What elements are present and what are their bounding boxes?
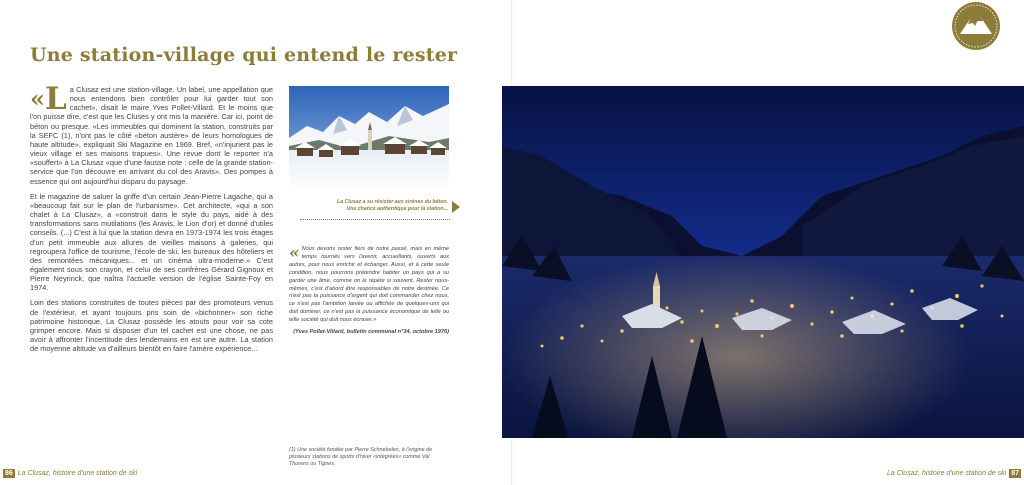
article-body bbox=[30, 81, 273, 359]
article-paragraph-1: «L a Clusaz est une station-village. Un label, une appellation que nous entendons bien contrôler pour lui garder tout son cachet», disait le maire Yves Pollet-Villard. Et le moins que l'on puisse dire, c'est que les Cluses y ont mis la manière. Car ici, point de béton ou presque. «Les immeubles qui dominent la station, construits par la SEFC (1), n'ont pas le côté «béton austère» de leurs homologues de haute altitude», expliquait Ski Magazine en 1969. Bref, «n'injurient pas le vieux village et ses maisons trapues». Une revue dont le reporter n'a «souffert» à La Clusaz «que d'une fausse note : celle de la grande station-service que l'on découvre en arrivant du col des Aravis». Des pompes à essence qui ont aujourd'hui disparu du paysage. bbox=[30, 81, 273, 186]
article-paragraph-2: Et le magazine de saluer la griffe d'un certain Jean-Pierre Lagache, qui a «beaucoup fait sur le plan de l'urbanisme». Cet architecte, «qui a son chalet à La Clusaz», a «construit dans le style du pays, aidé à des transformations sans mutilations (les Aravis, le Lion d'or) et donné d'utiles conseils. (...) C'est à lui que la station devra en 1973-1974 les trois étages d'un petit immeuble aux allures de vieilles maisons à galeries, qui regroupera l'office de tourisme, l'école de ski, les bureaux des hôteliers et des remontées mécaniques... et un cinéma ultra-moderne.» C'est également sous son crayon, et celui de ses confrères Gérard Gignoux et Pierre Neyrinck, que naîtra l'actuelle version de l'église Sainte-Foy en 1974. bbox=[30, 191, 273, 293]
page-title: Une station-village qui entend le rester bbox=[30, 44, 458, 66]
footnote: (1) Une société fondée par Pierre Schnebelen, à l'origine de plusieurs stations de sports d'hiver «intégrées» comme Val Thorens ou Tignes. bbox=[289, 447, 433, 467]
quote-text: Nous devons rester fiers de notre passé, mais en même temps tournés vers l'avenir, accueillants, ouverts aux autres, pour nous enrichir et échanger. Aussi, et à cette seule condition, nous pourrons prétendre habiter un pays qui a su garder une âme, comme on le répète si souvent. Rester nous-mêmes, c'est d'abord être responsables de notre destinée. Ce n'est pas la puissance d'argent qui doit commander chez nous, ce n'est pas l'ambition larvée ou affichée de quelques-uns qui doit dominer, ce n'est pas la puissance économique de telle ou telle société qui doit nous écraser.» bbox=[289, 246, 449, 324]
footer-right-text: La Clusaz, histoire d'une station de ski bbox=[886, 470, 1007, 477]
pull-quote bbox=[289, 243, 449, 336]
caption-divider bbox=[300, 219, 450, 220]
page-number-left: 86 bbox=[5, 470, 13, 477]
arrow-right-icon bbox=[452, 201, 460, 213]
page-number-right: 87 bbox=[1011, 470, 1019, 477]
dropcap: «L bbox=[30, 81, 67, 117]
footer-left-text: La Clusaz, histoire d'une station de ski bbox=[17, 470, 138, 477]
mountain-badge-icon bbox=[951, 1, 1001, 51]
village-daytime-photo bbox=[289, 86, 449, 192]
village-night-photo bbox=[502, 86, 1024, 438]
photo-caption: La Clusaz a su résister aux sirènes du béton. Une chance authentique pour la station... bbox=[337, 199, 448, 212]
article-paragraph-3: Loin des stations construites de toutes pièces par des promoteurs venus de l'extérieur, et ayant toujours pris soin de «bichonner» son riche patrimoine historique, La Clusaz possède les atouts pour voir sa cote grimper encore. Mais si disposer d'un tel cachet est une chose, ne pas avoir à affronter l'incertitude des lendemains en est une autre. La station de moyenne altitude va d'ailleurs bientôt en faire l'amère expérience... bbox=[30, 298, 273, 354]
footer-right bbox=[887, 470, 1024, 477]
quote-mark-icon: « bbox=[289, 243, 300, 263]
quote-attribution: (Yves Pollet-Villard, bulletin communal n°34, octobre 1976) bbox=[293, 329, 449, 336]
footer-left bbox=[0, 470, 137, 477]
